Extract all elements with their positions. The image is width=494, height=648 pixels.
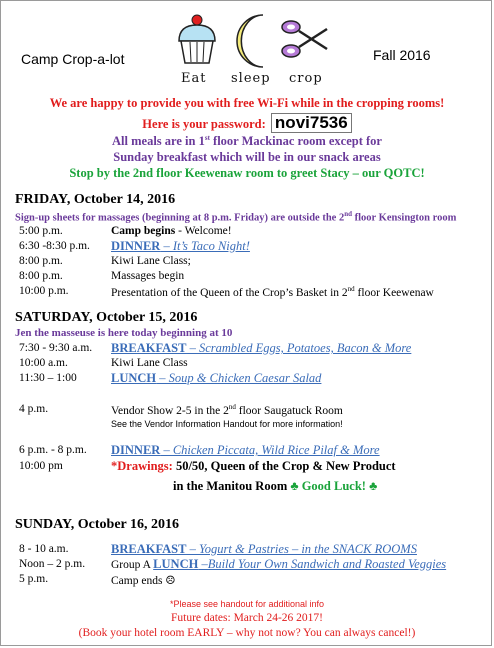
- saturday-time-3: 11:30 – 1:00: [19, 372, 77, 384]
- drawings-location: [173, 479, 377, 494]
- friday-dinner-detail: – It’s Taco Night!: [160, 239, 250, 253]
- meals-location-line2: Sunday breakfast which will be in our snack areas: [113, 150, 381, 164]
- saturday-event-4: [111, 403, 343, 417]
- sunday-time-3: 5 p.m.: [19, 573, 49, 585]
- wifi-line: We are happy to provide you with free Wi-Fi while in the cropping rooms!: [49, 96, 445, 110]
- saturday-lunch-label: LUNCH: [111, 371, 157, 385]
- password-label: Here is your password:: [142, 117, 266, 131]
- vendor-handout-note: See the Vendor Information Handout for more information!: [111, 419, 343, 429]
- presentation-post: floor Keewenaw: [354, 286, 434, 299]
- friday-event-2: [111, 239, 250, 254]
- password-line: [1, 113, 493, 133]
- saturday-time-6: 10:00 pm: [19, 460, 63, 472]
- saturday-heading: SATURDAY, October 15, 2016: [15, 310, 198, 325]
- clover-icon: ♣: [290, 479, 299, 493]
- sunday-event-2: [111, 557, 446, 572]
- drawings-label: *Drawings:: [111, 459, 173, 473]
- camp-title: Camp Crop-a-lot: [21, 51, 125, 67]
- friday-event-3: Kiwi Lane Class;: [111, 255, 191, 267]
- sunday-lunch-detail: –Build Your Own Sandwich and Roasted Veggies: [198, 557, 447, 571]
- vendor-show-pre: Vendor Show 2-5 in the 2: [111, 404, 229, 417]
- logo-word-sleep: sleep: [231, 71, 271, 86]
- handout-note: *Please see handout for additional info: [169, 599, 325, 609]
- future-dates: Future dates: March 24-26 2017!: [170, 612, 324, 624]
- good-luck-text: Good Luck!: [298, 479, 370, 493]
- cupcake-icon: [179, 15, 215, 63]
- vendor-show-post: floor Saugatuck Room: [235, 404, 343, 417]
- saturday-time-2: 10:00 a.m.: [19, 357, 68, 369]
- saturday-dinner-label: DINNER: [111, 443, 161, 457]
- saturday-masseuse-note: Jen the masseuse is here today beginning at 10: [15, 327, 233, 339]
- greet-stacy-line: Stop by the 2nd floor Keewenaw room to greet Stacy – our QOTC!: [69, 166, 425, 180]
- password-value: novi7536: [271, 113, 352, 133]
- saturday-time-5: 6 p.m. - 8 p.m.: [19, 444, 87, 456]
- sunday-heading: SUNDAY, October 16, 2016: [15, 517, 179, 532]
- presentation-sup: nd: [347, 285, 355, 293]
- friday-event-5: [111, 285, 434, 299]
- friday-massage-note: [15, 210, 456, 224]
- presentation-pre: Presentation of the Queen of the Crop’s Basket in 2: [111, 286, 348, 299]
- book-hotel-note: (Book your hotel room EARLY – why not now? You can always cancel!): [78, 627, 416, 639]
- moon-icon: [237, 15, 263, 67]
- saturday-event-3: [111, 371, 321, 386]
- friday-time-1: 5:00 p.m.: [19, 225, 63, 237]
- saturday-event-1: [111, 341, 411, 356]
- saturday-time-1: 7:30 - 9:30 a.m.: [19, 342, 93, 354]
- friday-time-4: 8:00 p.m.: [19, 270, 63, 282]
- friday-time-2: 6:30 -8:30 p.m.: [19, 240, 90, 252]
- scissors-icon: [282, 21, 327, 57]
- friday-heading: FRIDAY, October 14, 2016: [15, 192, 176, 207]
- sunday-event-1: [111, 542, 417, 557]
- logo-word-crop: crop: [289, 71, 323, 86]
- friday-note-pre: Sign-up sheets for massages (beginning at 8 p.m. Friday) are outside the 2: [15, 212, 345, 224]
- meals-line1-pre: All meals are in 1: [112, 134, 205, 149]
- sunday-time-2: Noon – 2 p.m.: [19, 558, 86, 570]
- friday-event-1: [111, 225, 232, 237]
- welcome-text: - Welcome!: [175, 225, 232, 237]
- logo-word-eat: Eat: [181, 71, 207, 86]
- friday-dinner-label: DINNER: [111, 239, 161, 253]
- saturday-event-5: [111, 443, 380, 458]
- season-title: Fall 2016: [373, 47, 431, 63]
- meals-location-line1: [1, 134, 493, 149]
- drawings-detail: 50/50, Queen of the Crop & New Product: [172, 459, 396, 473]
- saturday-dinner-detail: – Chicken Piccata, Wild Rice Pilaf & More: [160, 443, 380, 457]
- eat-sleep-crop-logo: [171, 11, 331, 87]
- clover-icon: ♣: [369, 479, 378, 493]
- friday-time-3: 8:00 p.m.: [19, 255, 63, 267]
- friday-note-post: floor Kensington room: [352, 212, 457, 224]
- saturday-lunch-detail: – Soup & Chicken Caesar Salad: [156, 371, 322, 385]
- logo-graphics: [171, 11, 331, 71]
- sunday-breakfast-label: BREAKFAST: [111, 542, 187, 556]
- saturday-event-2: Kiwi Lane Class: [111, 357, 188, 369]
- saturday-breakfast-label: BREAKFAST: [111, 341, 187, 355]
- sunday-lunch-label: LUNCH: [153, 557, 199, 571]
- sunday-time-1: 8 - 10 a.m.: [19, 543, 69, 555]
- meals-line1-post: floor Mackinac room except for: [209, 134, 382, 149]
- saturday-time-4: 4 p.m.: [19, 403, 49, 415]
- friday-time-5: 10:00 p.m.: [19, 285, 69, 297]
- friday-event-4: Massages begin: [111, 270, 185, 282]
- manitou-room-text: in the Manitou Room: [173, 479, 288, 493]
- camp-begins-text: Camp begins: [111, 225, 176, 237]
- sunday-breakfast-detail: – Yogurt & Pastries – in the SNACK ROOMS: [186, 542, 417, 556]
- sunday-event-3: Camp ends ☹: [111, 575, 176, 587]
- meals-line1-sup: st: [204, 134, 210, 142]
- group-a-text: Group A: [111, 559, 154, 571]
- saturday-event-6: [111, 459, 396, 474]
- friday-note-sup: nd: [344, 210, 353, 218]
- saturday-breakfast-detail: – Scrambled Eggs, Potatoes, Bacon & More: [186, 341, 412, 355]
- vendor-show-sup: nd: [228, 403, 236, 411]
